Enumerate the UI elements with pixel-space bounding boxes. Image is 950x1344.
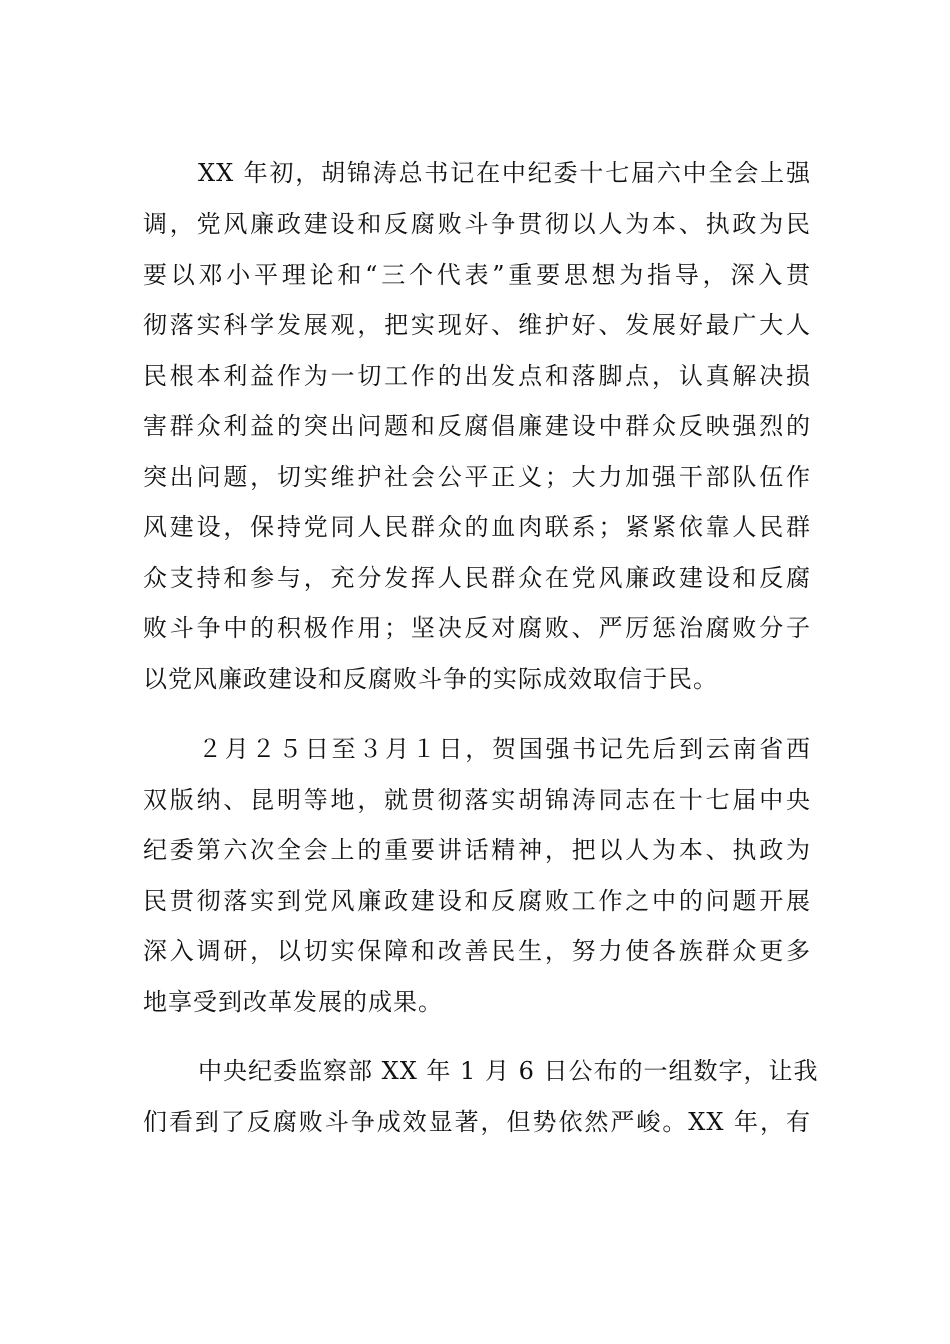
text-line: 众支持和参与，充分发挥人民群众在党风廉政建设和反腐 [143,564,811,592]
text-line: 突出问题，切实维护社会公平正义；大力加强干部队伍作 [143,463,811,491]
text-line: 害群众利益的突出问题和反腐倡廉建设中群众反映强烈的 [143,412,811,440]
text-line: 民根本利益作为一切工作的出发点和落脚点，认真解决损 [143,362,811,390]
text-line: 以党风廉政建设和反腐败斗争的实际成效取信于民。 [143,665,718,693]
text-line: 败斗争中的积极作用；坚决反对腐败、严厉惩治腐败分子 [143,614,811,642]
text-line: 们看到了反腐败斗争成效显著，但势依然严峻。XX 年，有 [143,1108,811,1136]
text-line: 要以邓小平理论和“三个代表”重要思想为指导，深入贯 [143,261,811,289]
text-line: XX 年初，胡锦涛总书记在中纪委十七届六中全会上强 [198,159,811,187]
text-line: 深入调研，以切实保障和改善民生，努力使各族群众更多 [143,937,811,965]
text-line: 风建设，保持党同人民群众的血肉联系；紧紧依靠人民群 [143,513,811,541]
text-line: 民贯彻落实到党风廉政建设和反腐败工作之中的问题开展 [143,887,811,915]
text-line: 彻落实科学发展观，把实现好、维护好、发展好最广大人 [143,311,811,339]
text-line: 双版纳、昆明等地，就贯彻落实胡锦涛同志在十七届中央 [143,786,811,814]
text-line: 中央纪委监察部 XX 年 1 月 6 日公布的一组数字，让我 [198,1057,819,1085]
text-line: 纪委第六次全会上的重要讲话精神，把以人为本、执政为 [143,836,811,864]
text-line: 调，党风廉政建设和反腐败斗争贯彻以人为本、执政为民 [143,210,811,238]
text-line: 地享受到改革发展的成果。 [143,988,443,1016]
text-line: ２月２５日至３月１日，贺国强书记先后到云南省西 [198,735,811,763]
